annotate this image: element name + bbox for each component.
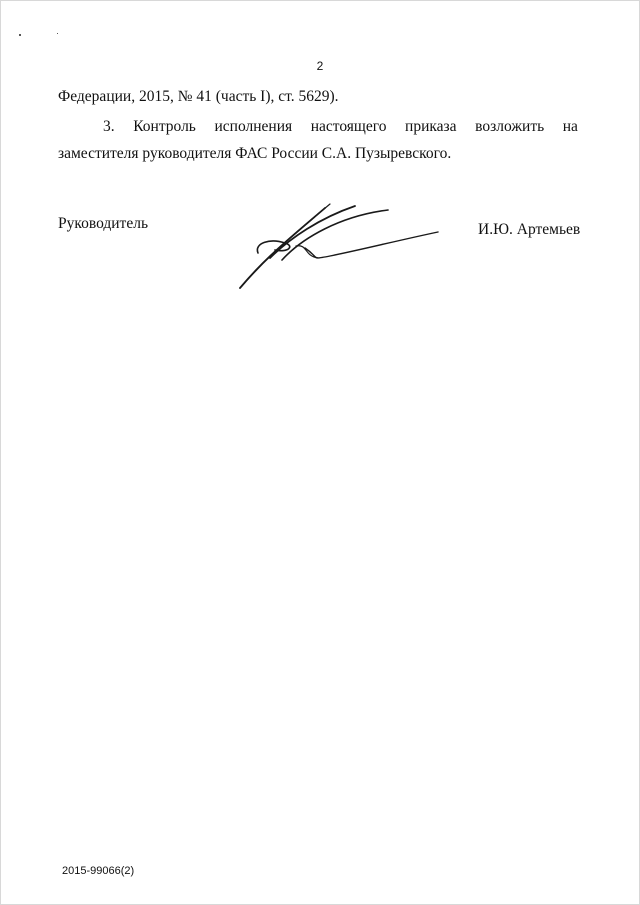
paragraph-line-3: заместителя руководителя ФАС России С.А. Пузыревского. (58, 145, 452, 162)
handwritten-signature (230, 198, 445, 293)
clause-number: 3. (103, 118, 115, 135)
word: приказа (405, 118, 457, 135)
signatory-name: И.Ю. Артемьев (478, 221, 581, 238)
page-number: 2 (316, 59, 324, 73)
paragraph-line-1: Федерации, 2015, № 41 (часть I), ст. 5629). (58, 88, 339, 105)
word: Контроль (133, 118, 196, 135)
scan-speck (19, 34, 21, 36)
word: исполнения (214, 118, 293, 135)
word: на (562, 118, 578, 135)
paragraph-line-2 (58, 118, 578, 136)
word: настоящего (310, 118, 387, 135)
signatory-title: Руководитель (58, 215, 149, 232)
word: возложить (475, 118, 545, 135)
document-code: 2015-99066(2) (62, 865, 135, 877)
scan-speck (57, 33, 58, 34)
